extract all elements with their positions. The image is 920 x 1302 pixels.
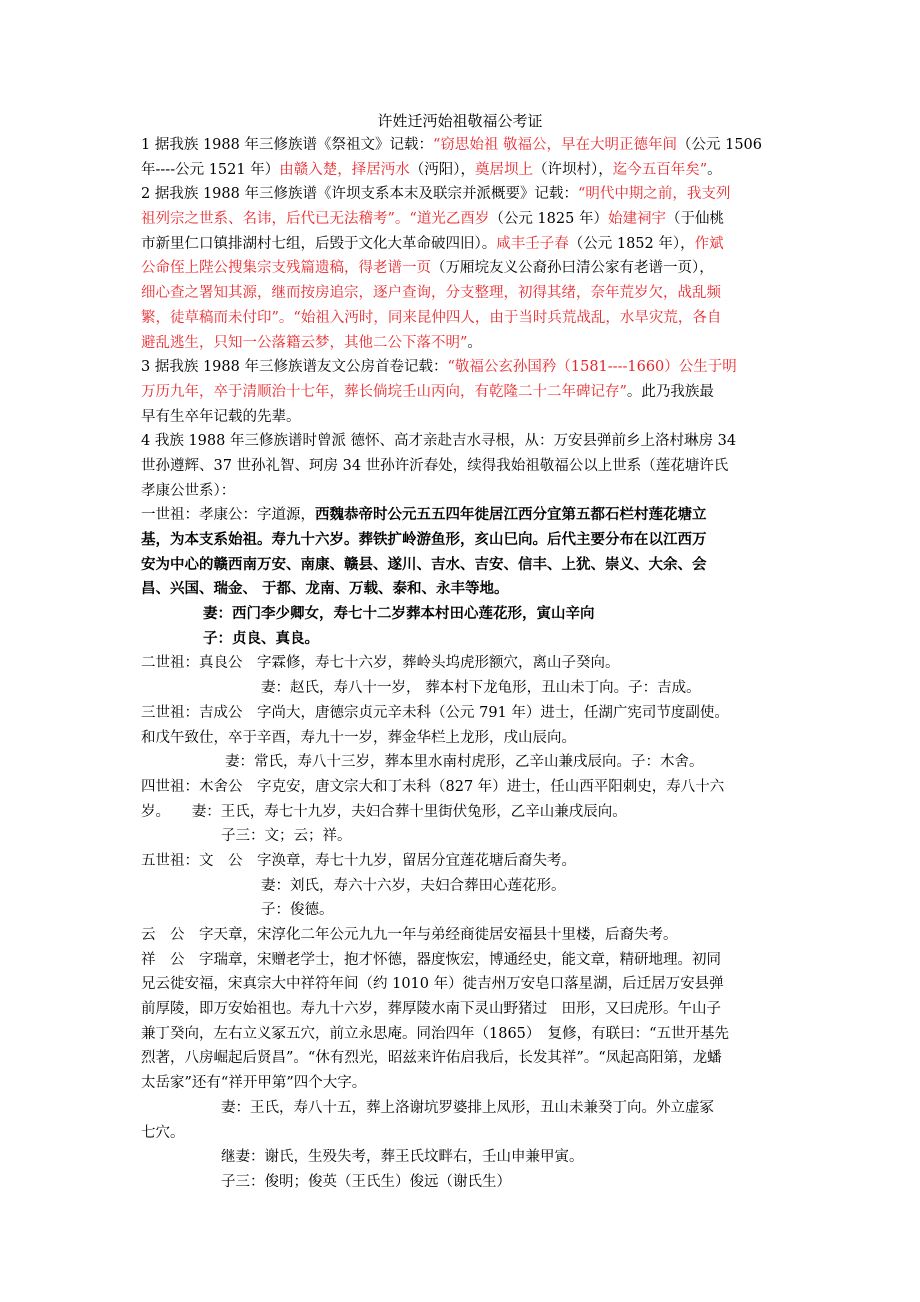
- text-line: [141, 1046, 791, 1071]
- highlighted-quote: 公命侄上陛公搜集宗支残篇遗稿，得老谱一页: [141, 260, 431, 277]
- highlighted-quote: 避乱逃生，只知一公落籍云梦，其他二公下落不明”: [141, 334, 468, 351]
- text-segment: 继妻：谢氏，生殁失考，葬王氏坟畔右，壬山申兼甲寅。: [221, 1149, 584, 1166]
- text-line: [141, 849, 791, 874]
- text-line: [141, 1071, 791, 1096]
- text-segment: 市新里仁口镇排湖村七组，后毁于文化大革命破四旧）。: [141, 235, 497, 252]
- text-segment: 祥 公 字瑞章，宋赠老学士，抱才怀德，器度恢宏，博通经史，能文章，精研地理。初同: [141, 951, 721, 968]
- text-line: [141, 923, 791, 948]
- text-segment: 七穴。: [141, 1124, 185, 1141]
- text-line: [141, 133, 791, 158]
- text-line: [141, 824, 791, 849]
- text-segment: 云 公 字天章，宋淳化二年公元九九一年与弟经商徙居安福县十里楼，后裔失考。: [141, 927, 678, 943]
- text-segment: （于仙桃: [665, 211, 724, 228]
- highlighted-quote: 繁，徒草稿而未付印”。“始祖入沔时，同来昆仲四人，由于当时兵荒战乱，水旱灾荒，各自: [141, 309, 722, 326]
- highlighted-quote: 咸丰壬子春: [496, 235, 569, 252]
- highlighted-quote: 祖列宗之世系、名讳，后代已无法稽考”。“道光乙酉岁: [141, 211, 490, 228]
- text-segment: 子：俊德。: [261, 902, 334, 919]
- text-segment: 四世祖：木舍公 字克安，唐文宗大和丁未科（827 年）进士，任山西平阳刺史，寿八十六: [141, 778, 725, 795]
- text-segment: 子三：文；云；祥。: [221, 828, 352, 845]
- text-line: [141, 232, 791, 257]
- bold-text: 西魏恭帝时公元五五四年徙居江西分宜第五都石栏村莲花塘立: [315, 506, 707, 524]
- text-segment: 妻：刘氏，寿六十六岁，夫妇合葬田心莲花形。: [261, 877, 566, 894]
- text-segment: （万厢垸友义公裔孙曰清公家有老谱一页），: [431, 260, 714, 277]
- text-line: [141, 405, 791, 430]
- text-segment: 4 我族 1988 年三修族谱时曾派 德怀、高才亲赴吉水寻根，从：万安县弹前乡上洛村琳房 34: [141, 433, 737, 450]
- text-line: [141, 1121, 791, 1146]
- text-line: [141, 726, 791, 751]
- text-line: [141, 602, 791, 627]
- text-segment: 1 据我族 1988 年三修族谱《祭祖文》记载：: [141, 137, 433, 153]
- text-line: [141, 553, 791, 578]
- text-segment: 兼丁癸向，左右立义冢五穴，前立永思庵。同治四年（1865） 复修，有联曰：“五世开基先: [141, 1025, 730, 1042]
- text-segment: 前厚陵，即万安始祖也。寿九十六岁，葬厚陵水南下灵山野猪过 田形，又曰虎形。午山子: [141, 1001, 721, 1018]
- highlighted-quote: “敬福公玄孙国矜（1581----1660）公生于明: [447, 359, 737, 376]
- text-line: [141, 1096, 791, 1121]
- text-line: [141, 380, 791, 405]
- text-segment: 3 据我族 1988 年三修族谱友文公房首卷记载：: [141, 359, 448, 376]
- text-segment: 妻：王氏，寿八十五，葬上洛谢坑罗婆排上凤形，丑山未兼癸丁向。外立虚冢: [221, 1099, 714, 1116]
- text-line: [141, 429, 791, 454]
- text-segment: 二世祖：真良公 字霖修，寿七十六岁，葬岭头坞虎形额穴，离山子癸向。: [141, 655, 620, 672]
- text-segment: 妻：常氏，寿八十三岁，葬本里水南村虎形，乙辛山兼戌辰向。子：木舍。: [225, 754, 704, 771]
- text-segment: 烈著，八房崛起后贤昌”。“休有烈光，昭兹来许佑启我后，长发其祥”。“凤起高阳第，龙蟠: [141, 1050, 722, 1067]
- highlighted-quote: 迄今五百年矣”: [612, 161, 708, 178]
- text-line: [141, 701, 791, 726]
- text-line: [141, 256, 791, 281]
- text-segment: 。: [707, 161, 722, 178]
- text-line: [141, 1145, 791, 1170]
- highlighted-quote: “窃思始祖 敬福公，早在大明正德年间: [432, 137, 677, 153]
- text-line: [141, 207, 791, 232]
- text-line: [141, 800, 791, 825]
- text-segment: 岁。 妻：王氏，寿七十九岁，夫妇合葬十里街伏兔形，乙辛山兼戌辰向。: [141, 803, 627, 820]
- text-segment: （公元 1852 年），: [568, 235, 695, 252]
- highlighted-quote: 万历九年，卒于清顺治十七年，葬长倘垸壬山丙向，有乾隆二十二年碑记存”: [141, 383, 627, 400]
- text-segment: 年----公元 1521 年）: [141, 161, 280, 178]
- text-segment: 子三：俊明；俊英（王氏生）俊远（谢氏生）: [221, 1173, 511, 1190]
- text-line: [141, 331, 791, 356]
- text-line: [141, 528, 791, 553]
- text-line: [141, 750, 791, 775]
- text-segment: （公元 1506: [676, 137, 762, 153]
- text-line: [141, 676, 791, 701]
- text-segment: 早有生卒年记载的先辈。: [141, 408, 301, 425]
- text-line: [141, 898, 791, 923]
- text-segment: 兄云徙安福，宋真宗大中祥符年间（约 1010 年）徙吉州万安皂口落星湖，后迁居万安县弹: [141, 976, 724, 993]
- text-segment: 2 据我族 1988 年三修族谱《许坝支系本末及联宗并派概要》记载：: [141, 186, 578, 203]
- text-segment: 。此乃我族最: [626, 383, 714, 400]
- bold-text: 安为中心的赣西南万安、南康、赣县、遂川、吉水、吉安、信丰、上犹、崇义、大余、会: [141, 555, 707, 573]
- highlighted-quote: 奠居坝上: [474, 161, 533, 178]
- text-line: [141, 627, 791, 652]
- bold-text: 妻：西门李少卿女，寿七十二岁葬本村田心莲花形，寅山辛向: [203, 605, 595, 623]
- text-line: [141, 948, 791, 973]
- text-line: [141, 972, 791, 997]
- text-segment: 和戊午致仕，卒于辛酉，寿九十一岁，葬金华栏上龙形，戌山辰向。: [141, 729, 576, 746]
- text-segment: 世孙遵辉、37 世孙礼智、珂房 34 世孙许沂春处，续得我始祖敬福公以上世系（莲花塘许氏: [141, 457, 729, 474]
- text-segment: 五世祖：文 公 字涣章，寿七十九岁，留居分宜莲花塘后裔失考。: [141, 852, 576, 869]
- text-segment: （许坝村），: [532, 161, 613, 178]
- text-line: [141, 306, 791, 331]
- highlighted-quote: 作斌: [694, 235, 724, 252]
- text-line: [141, 577, 791, 602]
- highlighted-quote: “明代中期之前，我支列: [577, 186, 731, 203]
- text-segment: 三世祖：吉成公 字尚大，唐德宗贞元辛未科（公元 791 年）进士，任湖广宪司节度副使。: [141, 704, 729, 721]
- text-line: [141, 281, 791, 306]
- text-line: [141, 158, 791, 183]
- text-line: [141, 454, 791, 479]
- text-segment: 孝康公世系）：: [141, 482, 236, 499]
- bold-text: 基，为本支系始祖。寿九十六岁。葬铁扩岭游鱼形，亥山巳向。后代主要分布在以江西万: [141, 531, 707, 548]
- text-line: [141, 651, 791, 676]
- document-body: [141, 133, 791, 1195]
- document-title: 许姓迁沔始祖敬福公考证: [377, 112, 543, 130]
- text-line: [141, 997, 791, 1022]
- bold-text: 昌、兴国、瑞金、 于都、龙南、万载、泰和、永丰等地。: [141, 580, 509, 598]
- text-line: [141, 479, 791, 504]
- text-segment: 太岳家”还有“祥开甲第”四个大字。: [141, 1075, 367, 1092]
- text-segment: （沔阳），: [409, 161, 475, 178]
- highlighted-quote: 细心查之署知其源，继而按房追宗，逐户查询，分支整理，初得其绪，奈年荒岁欠，战乱频: [141, 285, 721, 302]
- text-segment: 。: [467, 334, 482, 351]
- highlighted-quote: 由赣入楚，择居沔水: [279, 161, 410, 178]
- highlighted-quote: 始建祠宇: [607, 211, 666, 228]
- text-segment: 一世祖：孝康公：字道源，: [141, 507, 315, 524]
- text-line: [141, 503, 791, 528]
- text-line: [141, 182, 791, 207]
- bold-text: 子：贞良、真良。: [203, 629, 319, 647]
- text-line: [141, 1170, 791, 1195]
- text-line: [141, 1022, 791, 1047]
- text-segment: 妻：赵氏，寿八十一岁， 葬本村下龙龟形，丑山未丁向。子：吉成。: [261, 680, 701, 697]
- text-line: [141, 355, 791, 380]
- text-segment: （公元 1825 年）: [489, 211, 608, 228]
- text-line: [141, 874, 791, 899]
- text-line: [141, 775, 791, 800]
